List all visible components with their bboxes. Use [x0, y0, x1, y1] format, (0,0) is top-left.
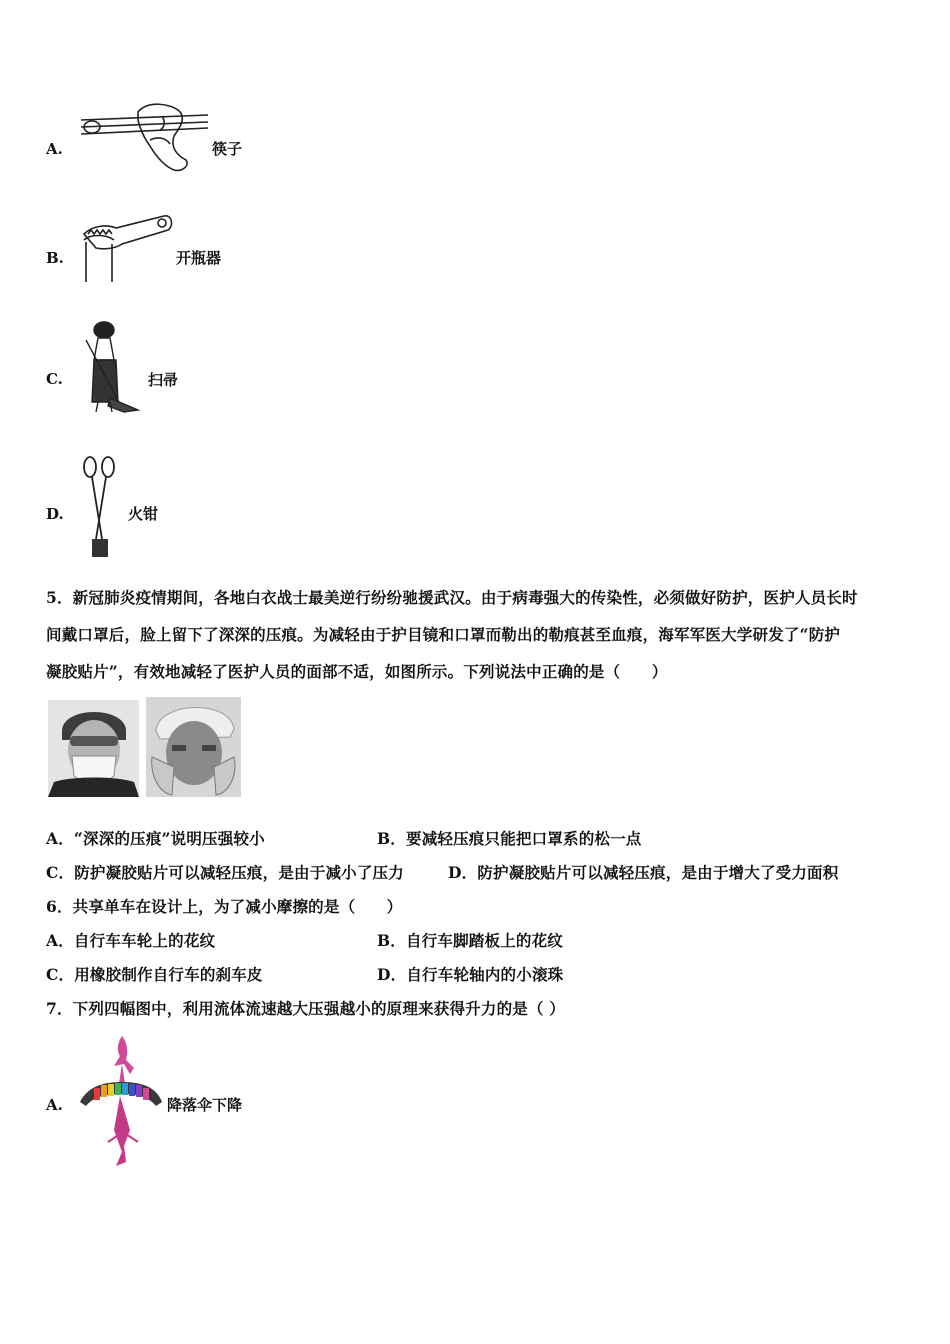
option-label: 筷子	[212, 140, 243, 158]
broom-sweeping-illustration	[80, 320, 148, 414]
option-letter: D.	[46, 505, 64, 523]
question-text-line: 6．共享单车在设计上，为了减小摩擦的是（ ）	[46, 897, 403, 916]
option-letter: A.	[46, 1096, 63, 1114]
question-text-line: 7．下列四幅图中，利用流体流速越大压强越小的原理来获得升力的是（ ）	[46, 999, 565, 1018]
bottle-opener-illustration	[76, 212, 176, 284]
question-text-line: 凝胶贴片”，有效地减轻了医护人员的面部不适，如图所示。下列说法中正确的是（ ）	[46, 662, 668, 681]
chopsticks-illustration	[78, 100, 212, 176]
option-b: B．要减轻压痕只能把口罩系的松一点	[377, 829, 642, 848]
option-d: D．自行车轮轴内的小滚珠	[377, 965, 564, 984]
option-c: C．用橡胶制作自行车的刹车皮	[46, 965, 263, 984]
face-with-gel-patch-photo	[146, 697, 241, 797]
option-label: 扫帚	[148, 371, 179, 389]
option-a: A．“深深的压痕”说明压强较小	[46, 829, 265, 848]
option-b: B．自行车脚踏板上的花纹	[377, 931, 564, 950]
masked-medic-photo	[48, 700, 139, 797]
option-label: 降落伞下降	[167, 1096, 243, 1114]
option-c: C．防护凝胶贴片可以减轻压痕，是由于减小了压力	[46, 863, 404, 882]
fire-tongs-illustration	[80, 455, 120, 561]
option-label: 火钳	[128, 505, 159, 523]
option-letter: A.	[46, 140, 63, 158]
option-letter: B.	[46, 249, 64, 267]
question-text-line: 间戴口罩后，脸上留下了深深的压痕。为减轻由于护目镜和口罩而勒出的勒痕甚至血痕，海军军医大学研发了“防护	[46, 625, 841, 644]
option-d: D．防护凝胶贴片可以减轻压痕，是由于增大了受力面积	[448, 863, 839, 882]
option-label: 开瓶器	[176, 249, 222, 267]
question-text-line: 5．新冠肺炎疫情期间，各地白衣战士最美逆行纷纷驰援武汉。由于病毒强大的传染性，必须做好防护，医护人员长时	[46, 588, 858, 607]
option-letter: C.	[46, 370, 63, 388]
parachute-illustration	[78, 1034, 164, 1170]
option-a: A．自行车车轮上的花纹	[46, 931, 216, 950]
